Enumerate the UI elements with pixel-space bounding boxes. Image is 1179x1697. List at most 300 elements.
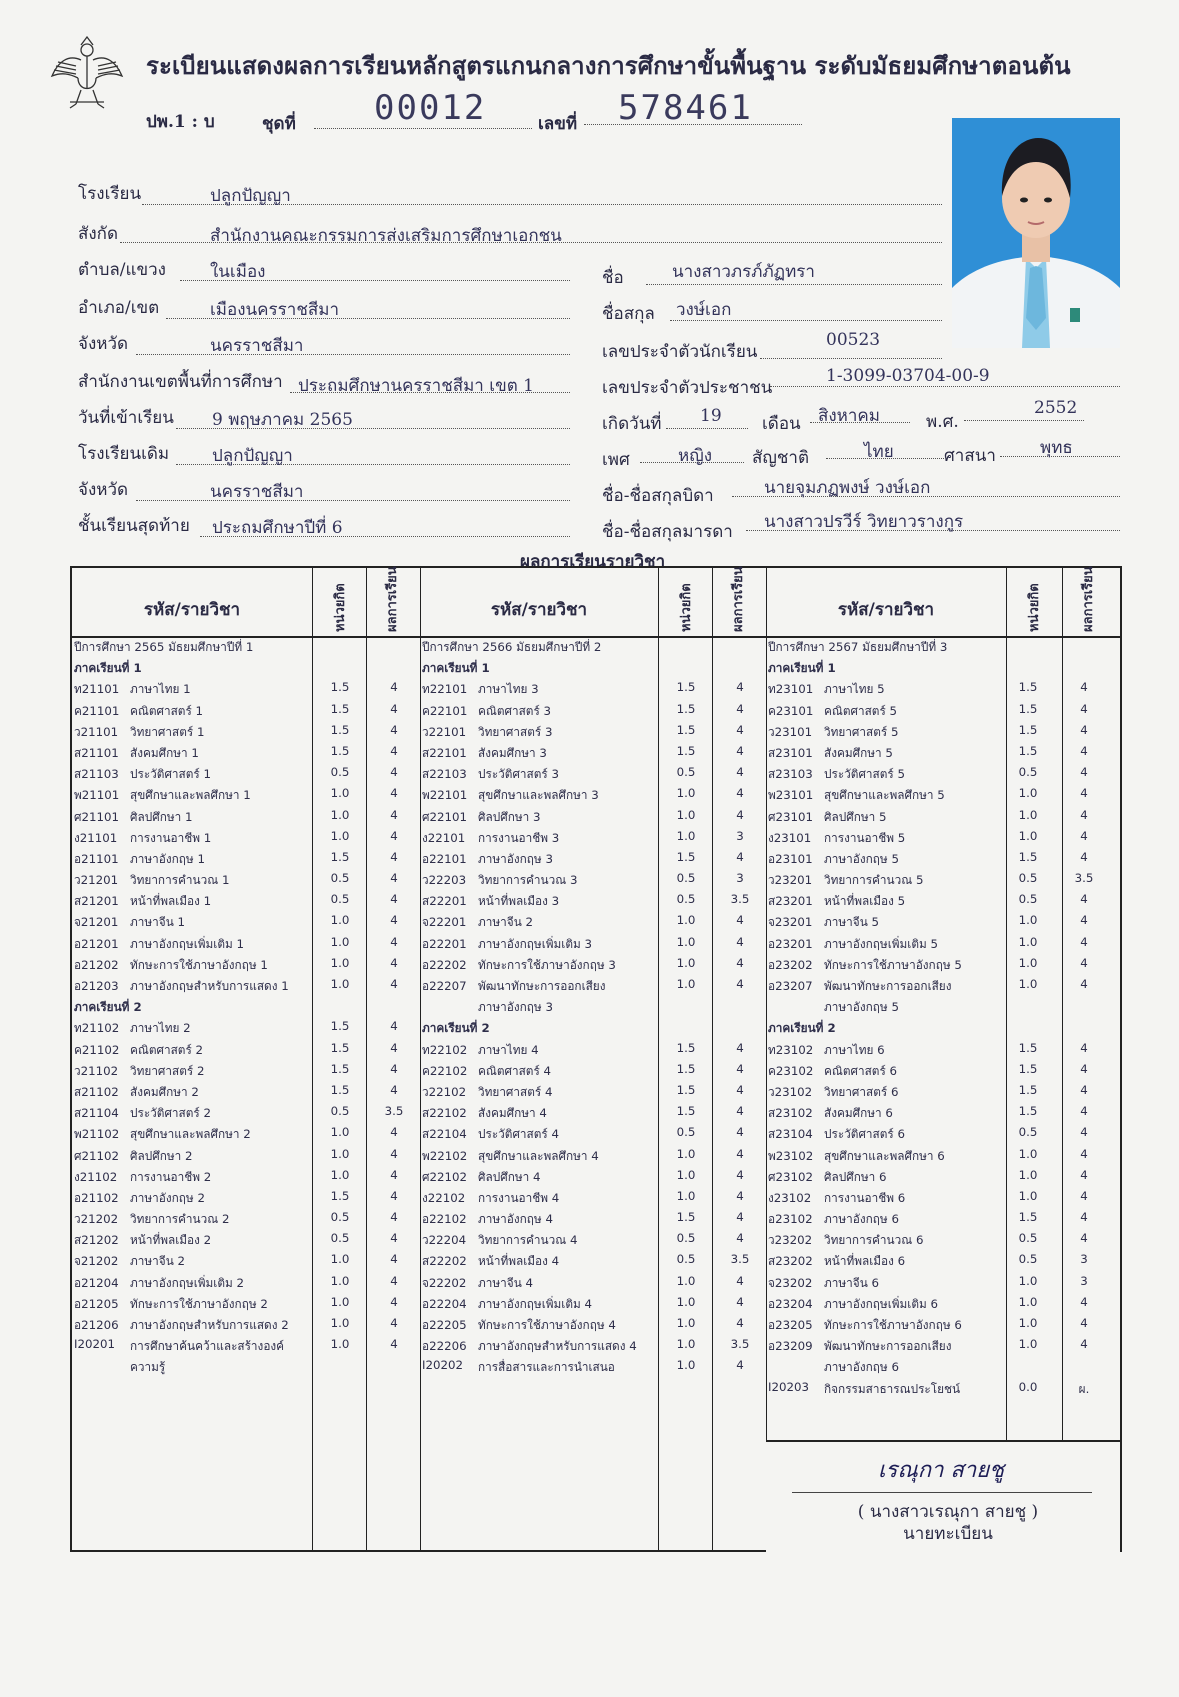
subject-row <box>420 1102 766 1123</box>
credit-value: 1.0 <box>1018 1167 1038 1182</box>
father-value: นายจุมภฏพงษ์ วงษ์เอก <box>764 478 931 498</box>
name-label: ชื่อ <box>602 268 624 288</box>
credit-value: 1.0 <box>1018 1294 1038 1309</box>
subject-name: ภาษาไทย 2 <box>130 1021 191 1036</box>
subject-row <box>72 1335 420 1356</box>
credit-header-3: หน่วยกิต <box>1027 583 1042 632</box>
subject-name: วิทยาการคำนวณ 2 <box>130 1212 230 1227</box>
subject-row <box>420 1208 766 1229</box>
credit-value: 1.0 <box>1018 807 1038 822</box>
credit-value: 1.5 <box>676 1104 696 1119</box>
credit-value: 1.0 <box>1018 934 1038 949</box>
grade-value: 4 <box>736 977 744 991</box>
credit-value: 1.0 <box>1018 955 1038 970</box>
prev-province-value: นครราชสีมา <box>210 482 304 502</box>
credit-value: 0.5 <box>330 871 350 886</box>
subject-name: ภาษาอังกฤษ 3 <box>478 851 553 866</box>
grade-value: 4 <box>1080 955 1088 970</box>
credit-value: 1.5 <box>330 743 350 758</box>
year-label: พ.ศ. <box>926 412 959 432</box>
grade-value: 4 <box>736 1210 744 1225</box>
subject-code: ค21101 <box>74 703 120 718</box>
subject-code: ส22102 <box>422 1106 467 1121</box>
citizen-id-label: เลขประจำตัวประชาชน <box>602 378 773 398</box>
subject-row <box>420 848 766 869</box>
subject-name: วิทยาการคำนวณ 6 <box>824 1233 924 1248</box>
subject-row <box>766 827 1122 848</box>
subject-code: ว21102 <box>74 1063 119 1078</box>
subject-row <box>72 869 420 890</box>
subject-row <box>766 721 1122 742</box>
grade-value: 4 <box>736 701 744 716</box>
subject-name: สุขศึกษาและพลศึกษา 6 <box>824 1148 945 1163</box>
grade-value: 4 <box>390 871 398 886</box>
grade-value: 4 <box>390 1294 398 1309</box>
credit-value: 1.0 <box>330 1167 350 1182</box>
subject-name: วิทยาศาสตร์ 2 <box>130 1063 205 1078</box>
grade-value: 4 <box>1080 849 1088 864</box>
credit-value: 1.5 <box>1018 1104 1038 1119</box>
subject-code: ท21102 <box>74 1021 120 1036</box>
grade-value: 4 <box>390 1040 398 1055</box>
subject-row <box>766 1208 1122 1229</box>
credit-value: 1.5 <box>330 1061 350 1076</box>
subject-code: ภาคเรียนที่ 1 <box>768 661 836 676</box>
grade-value: 4 <box>390 1252 398 1267</box>
subject-code: ส21104 <box>74 1106 119 1121</box>
year-header-text: ปีการศึกษา 2567 มัธยมศึกษาปีที่ 3 <box>768 640 948 654</box>
subject-name: การงานอาชีพ 2 <box>130 1169 212 1184</box>
credit-value: 0.5 <box>330 765 350 780</box>
grade-value: 4 <box>390 955 398 970</box>
grade-value: 3.5 <box>1074 871 1094 886</box>
credit-value: 1.5 <box>1018 1040 1038 1055</box>
subject-name: วิทยาศาสตร์ 3 <box>478 724 553 739</box>
citizen-id-value: 1-3099-03704-00-9 <box>826 366 990 386</box>
credit-value: 1.0 <box>330 828 350 843</box>
subject-name: สุขศึกษาและพลศึกษา 5 <box>824 788 945 803</box>
grade-value: 3.5 <box>730 1252 750 1267</box>
subject-row <box>420 1145 766 1166</box>
subject-row <box>420 975 766 996</box>
subject-name: คณิตศาสตร์ 3 <box>478 703 552 718</box>
subject-code: ส23101 <box>768 745 813 760</box>
subject-row <box>72 848 420 869</box>
subject-row <box>72 700 420 721</box>
subject-row <box>420 1039 766 1060</box>
subject-code: อ23204 <box>768 1296 813 1311</box>
subdistrict-value: ในเมือง <box>210 262 266 282</box>
subject-code: ส21101 <box>74 745 119 760</box>
grade-value: 4 <box>390 849 398 864</box>
credit-value: 1.0 <box>676 1146 696 1161</box>
grade-value: 4 <box>736 743 744 758</box>
subject-code: ง21101 <box>74 830 118 845</box>
year-header <box>766 636 1122 657</box>
sex-label: เพศ <box>602 450 630 470</box>
subject-name: ประวัติศาสตร์ 5 <box>824 767 906 782</box>
subject-name: ภาษาอังกฤษสำหรับการแสดง 1 <box>130 979 289 993</box>
credit-value: 0.5 <box>330 1210 350 1225</box>
grade-value: 4 <box>736 1358 744 1373</box>
subject-code: ศ23101 <box>768 809 814 824</box>
subject-row <box>420 678 766 699</box>
subject-row <box>766 1272 1122 1293</box>
subject-code: พ21102 <box>74 1127 120 1142</box>
subject-name: ภาษาจีน 2 <box>130 1254 186 1269</box>
subject-code: อ21102 <box>74 1190 119 1205</box>
credit-value: 1.5 <box>676 1210 696 1225</box>
subject-name: ภาษาจีน 4 <box>478 1275 534 1290</box>
subject-code: อ22101 <box>422 851 467 866</box>
grade-value: 4 <box>390 1210 398 1225</box>
subject-row <box>420 784 766 805</box>
semester-header <box>72 657 420 678</box>
subject-name: การศึกษาค้นคว้าและสร้างองค์ <box>130 1339 285 1354</box>
subject-row <box>420 721 766 742</box>
grade-value: 4 <box>1080 1294 1088 1309</box>
subject-row <box>766 1187 1122 1208</box>
subject-code: ส23102 <box>768 1106 813 1121</box>
subject-row <box>420 1081 766 1102</box>
subject-code: ส23201 <box>768 894 813 909</box>
father-label: ชื่อ-ชื่อสกุลบิดา <box>602 486 714 506</box>
credit-value: 1.0 <box>330 1337 350 1352</box>
subject-name: สังคมศึกษา 1 <box>130 745 199 760</box>
subject-row <box>420 700 766 721</box>
grade-value: 4 <box>390 807 398 822</box>
subject-row <box>766 1229 1122 1250</box>
affiliation-value: สำนักงานคณะกรรมการส่งเสริมการศึกษาเอกชน <box>210 226 562 246</box>
grade-value: 4 <box>390 977 398 991</box>
religion-value: พุทธ <box>1040 438 1073 458</box>
student-photo <box>952 118 1120 348</box>
credit-value: 1.0 <box>676 1316 696 1330</box>
subject-row <box>766 1060 1122 1081</box>
grade-value: 4 <box>1080 722 1088 737</box>
doc-number: 578461 <box>618 88 753 128</box>
credit-value: 1.5 <box>1018 743 1038 758</box>
affiliation-label: สังกัด <box>78 224 119 244</box>
subject-name: ภาษาอังกฤษเพิ่มเติม 4 <box>478 1296 593 1311</box>
subject-code: อ22207 <box>422 979 467 993</box>
province-label: จังหวัด <box>78 334 129 354</box>
grade-value: 4 <box>390 1146 398 1161</box>
subject-code: ว21202 <box>74 1212 119 1227</box>
subject-name: คณิตศาสตร์ 1 <box>130 703 204 718</box>
subject-code: I20202 <box>422 1358 464 1373</box>
subject-row <box>72 890 420 911</box>
subject-row <box>72 784 420 805</box>
grade-value: 4 <box>1080 1061 1088 1076</box>
subject-code: ส22104 <box>422 1127 467 1142</box>
subject-code: ว23201 <box>768 873 813 888</box>
subject-header-3: รหัส/รายวิชา <box>837 600 935 620</box>
subject-row <box>766 742 1122 763</box>
grade-value: 4 <box>1080 1210 1088 1225</box>
credit-value: 1.0 <box>1018 977 1038 991</box>
credit-value: 1.5 <box>676 1061 696 1076</box>
subject-row <box>766 996 1122 1017</box>
grade-value: ผ. <box>1078 1381 1090 1396</box>
grade-value: 4 <box>1080 1188 1088 1203</box>
results-table-title: ผลการเรียนรายวิชา <box>520 552 666 572</box>
subject-code: อ21206 <box>74 1318 119 1332</box>
grade-value: 4 <box>390 722 398 737</box>
subject-name: ประวัติศาสตร์ 1 <box>130 767 212 782</box>
subject-row <box>766 700 1122 721</box>
subject-name: ภาษาจีน 6 <box>824 1275 880 1290</box>
subject-code: ค23101 <box>768 703 814 718</box>
subject-code: ส22201 <box>422 894 467 909</box>
credit-value: 1.0 <box>1018 1337 1038 1352</box>
credit-value: 0.5 <box>676 871 696 886</box>
credit-value: 1.0 <box>330 913 350 928</box>
subdistrict-label: ตำบล/แขวง <box>78 260 166 280</box>
credit-value: 1.5 <box>330 1040 350 1055</box>
grade-value: 4 <box>1080 977 1088 991</box>
grade-value: 4 <box>390 1273 398 1288</box>
credit-value: 1.0 <box>330 1252 350 1267</box>
subject-name: ประวัติศาสตร์ 3 <box>478 767 560 782</box>
credit-value: 1.5 <box>1018 849 1038 864</box>
subject-code: ส21103 <box>74 767 119 782</box>
grade-value: 4 <box>390 1188 398 1203</box>
credit-value: 1.0 <box>676 1337 696 1352</box>
subject-name: หน้าที่พลเมือง 4 <box>478 1254 560 1269</box>
grade-value: 4 <box>736 1125 744 1140</box>
grade-value: 4 <box>1080 892 1088 907</box>
subject-code: ท22102 <box>422 1042 468 1057</box>
subject-row <box>72 1187 420 1208</box>
credit-value: 1.5 <box>676 1082 696 1097</box>
credit-value: 0.5 <box>1018 1125 1038 1140</box>
subject-code: อ22201 <box>422 936 467 951</box>
subject-code: อ21203 <box>74 979 119 993</box>
school-value: ปลูกปัญญา <box>210 186 291 206</box>
subject-name: ประวัติศาสตร์ 4 <box>478 1127 560 1142</box>
subject-name: หน้าที่พลเมือง 6 <box>824 1254 906 1269</box>
credit-value: 1.5 <box>330 1188 350 1203</box>
subject-name: ศิลปศึกษา 5 <box>824 809 887 824</box>
credit-value: 0.5 <box>1018 871 1038 886</box>
subject-code: I20203 <box>768 1379 810 1394</box>
subject-code: ส23103 <box>768 767 813 782</box>
signature: เรณุกา สายชู <box>878 1458 1005 1483</box>
subject-name: วิทยาศาสตร์ 4 <box>478 1084 553 1099</box>
subject-name: สังคมศึกษา 2 <box>130 1084 199 1099</box>
subject-row <box>420 954 766 975</box>
grade-value: 3.5 <box>730 1337 750 1352</box>
grade-value: 4 <box>736 934 744 949</box>
subject-code: อ23207 <box>768 979 813 993</box>
subject-name: ทักษะการใช้ภาษาอังกฤษ 4 <box>478 1318 616 1332</box>
grade-value: 4 <box>390 1167 398 1182</box>
subject-row <box>72 1017 420 1038</box>
grade-value: 4 <box>736 1104 744 1119</box>
grade-value: 4 <box>1080 1040 1088 1055</box>
name-value: นางสาวภรภ์ภัฏทรา <box>672 262 815 282</box>
credit-value: 1.5 <box>676 680 696 695</box>
subject-row <box>72 911 420 932</box>
subject-name: ศิลปศึกษา 6 <box>824 1169 887 1184</box>
document-title: ระเบียนแสดงผลการเรียนหลักสูตรแกนกลางการศึกษาขั้นพื้นฐาน ระดับมัธยมศึกษาตอนต้น <box>146 51 1071 80</box>
subject-code: จ23201 <box>768 915 813 930</box>
subject-row <box>72 1102 420 1123</box>
credit-value: 1.0 <box>1018 1188 1038 1203</box>
subject-code: ว23101 <box>768 724 813 739</box>
subject-name: สังคมศึกษา 6 <box>824 1106 893 1121</box>
grade-value: 4 <box>1080 765 1088 780</box>
subject-name: ทักษะการใช้ภาษาอังกฤษ 3 <box>478 957 616 972</box>
subject-code: ค22101 <box>422 703 468 718</box>
grade-value: 4 <box>736 1294 744 1309</box>
subject-row <box>766 806 1122 827</box>
subject-code: ศ21102 <box>74 1148 120 1163</box>
year-header-text: ปีการศึกษา 2566 มัธยมศึกษาปีที่ 2 <box>422 640 602 654</box>
grade-value: 4 <box>1080 701 1088 716</box>
subject-code: ค22102 <box>422 1063 468 1078</box>
grade-value: 4 <box>1080 1146 1088 1161</box>
subject-row <box>766 1378 1122 1399</box>
credit-value: 1.0 <box>1018 913 1038 928</box>
registrar-role: นายทะเบียน <box>903 1524 993 1544</box>
grade-header-2: ผลการเรียน <box>731 566 746 632</box>
grade-value: 4 <box>736 1188 744 1203</box>
credit-value: 1.0 <box>676 1167 696 1182</box>
subject-name: กิจกรรมสาธารณประโยชน์ <box>824 1381 961 1396</box>
subject-code: จ22201 <box>422 915 467 930</box>
subject-row <box>72 1250 420 1271</box>
subject-name: ศิลปศึกษา 1 <box>130 809 193 824</box>
credit-value: 1.0 <box>676 1294 696 1309</box>
subject-code: อ21202 <box>74 957 119 972</box>
subject-code: พ23101 <box>768 788 814 803</box>
surname-label: ชื่อสกุล <box>602 304 655 324</box>
credit-value: 0.5 <box>1018 1231 1038 1246</box>
subject-name: ภาษาอังกฤษ 5 <box>824 851 899 866</box>
grade-value: 4 <box>390 765 398 780</box>
subject-name: การงานอาชีพ 5 <box>824 830 906 845</box>
credit-value: 1.0 <box>676 1358 696 1373</box>
subject-row <box>72 1272 420 1293</box>
subject-row <box>766 1081 1122 1102</box>
grade-value: 3.5 <box>384 1104 404 1119</box>
semester-header <box>766 657 1122 678</box>
subject-code: ศ22101 <box>422 809 468 824</box>
surname-value: วงษ์เอก <box>676 300 732 320</box>
prev-school-value: ปลูกปัญญา <box>212 446 293 466</box>
grade-value: 4 <box>736 1082 744 1097</box>
subject-code: ง22102 <box>422 1190 466 1205</box>
credit-value: 1.0 <box>330 807 350 822</box>
subject-row <box>72 763 420 784</box>
subject-code: ท22101 <box>422 682 468 697</box>
subject-name: ภาษาอังกฤษ 3 <box>478 1000 553 1015</box>
subject-name: ศิลปศึกษา 2 <box>130 1148 193 1163</box>
subject-name: ภาษาอังกฤษสำหรับการแสดง 2 <box>130 1318 289 1332</box>
subject-name: ภาษาจีน 5 <box>824 915 880 930</box>
area-office-value: ประถมศึกษานครราชสีมา เขต 1 <box>298 376 534 396</box>
subject-code: พ22101 <box>422 788 468 803</box>
subject-name: คณิตศาสตร์ 6 <box>824 1063 898 1078</box>
credit-value: 0.5 <box>330 892 350 907</box>
grade-value: 4 <box>736 1316 744 1330</box>
number-label: เลขที่ <box>538 114 578 134</box>
subject-row <box>420 806 766 827</box>
credit-value: 1.5 <box>1018 701 1038 716</box>
credit-value: 1.0 <box>676 913 696 928</box>
semester-header <box>420 1017 766 1038</box>
subject-row <box>766 1145 1122 1166</box>
grade-value: 4 <box>390 828 398 843</box>
subject-row <box>420 1123 766 1144</box>
credit-value: 1.0 <box>676 955 696 970</box>
student-id-label: เลขประจำตัวนักเรียน <box>602 342 758 362</box>
grade-value: 4 <box>390 1061 398 1076</box>
subject-name: หน้าที่พลเมือง 5 <box>824 894 906 909</box>
subject-name: ภาษาจีน 2 <box>478 915 534 930</box>
grade-value: 4 <box>736 913 744 928</box>
subject-code: จ22202 <box>422 1275 467 1290</box>
last-grade-value: ประถมศึกษาปีที่ 6 <box>212 518 343 538</box>
subject-row <box>766 890 1122 911</box>
grade-value: 4 <box>736 680 744 695</box>
credit-value: 1.0 <box>330 934 350 949</box>
subject-name: ประวัติศาสตร์ 2 <box>130 1106 212 1121</box>
subject-code: ท23101 <box>768 682 814 697</box>
subject-code: ง21102 <box>74 1169 118 1184</box>
subject-row <box>420 1166 766 1187</box>
subject-code: อ21204 <box>74 1275 119 1290</box>
grade-value: 3 <box>736 871 744 886</box>
grade-value: 4 <box>1080 1337 1088 1352</box>
subject-code: ภาคเรียนที่ 2 <box>768 1021 836 1036</box>
subject-name: วิทยาการคำนวณ 4 <box>478 1233 578 1248</box>
subject-row <box>72 1081 420 1102</box>
credit-value: 0.5 <box>330 1104 350 1119</box>
subject-code: ว21101 <box>74 724 119 739</box>
subject-code: อ22202 <box>422 957 467 972</box>
subject-row <box>72 933 420 954</box>
credit-value: 1.0 <box>676 1188 696 1203</box>
year-header <box>72 636 420 657</box>
mother-label: ชื่อ-ชื่อสกุลมารดา <box>602 522 733 542</box>
subject-code: พ22102 <box>422 1148 468 1163</box>
credit-value: 1.0 <box>1018 1316 1038 1330</box>
subject-code: ว22204 <box>422 1233 467 1248</box>
district-value: เมืองนครราชสีมา <box>210 300 339 320</box>
subject-name: ความรู้ <box>130 1360 166 1375</box>
subject-code: ง23102 <box>768 1190 812 1205</box>
subject-code: ภาคเรียนที่ 1 <box>74 661 142 676</box>
subject-row <box>72 1060 420 1081</box>
subject-name: วิทยาการคำนวณ 1 <box>130 873 230 888</box>
year-column-2565 <box>72 636 420 1378</box>
subject-code: พ23102 <box>768 1148 814 1163</box>
subject-row <box>766 954 1122 975</box>
subject-code: ท23102 <box>768 1042 814 1057</box>
school-label: โรงเรียน <box>78 184 142 204</box>
subject-name: ภาษาอังกฤษเพิ่มเติม 6 <box>824 1296 939 1311</box>
subject-code: ส23104 <box>768 1127 813 1142</box>
credit-value: 1.0 <box>330 1294 350 1309</box>
subject-code: อ22206 <box>422 1339 467 1354</box>
subject-name: ทักษะการใช้ภาษาอังกฤษ 2 <box>130 1296 268 1311</box>
grade-value: 4 <box>390 1231 398 1246</box>
subject-row <box>420 742 766 763</box>
credit-value: 1.5 <box>1018 680 1038 695</box>
